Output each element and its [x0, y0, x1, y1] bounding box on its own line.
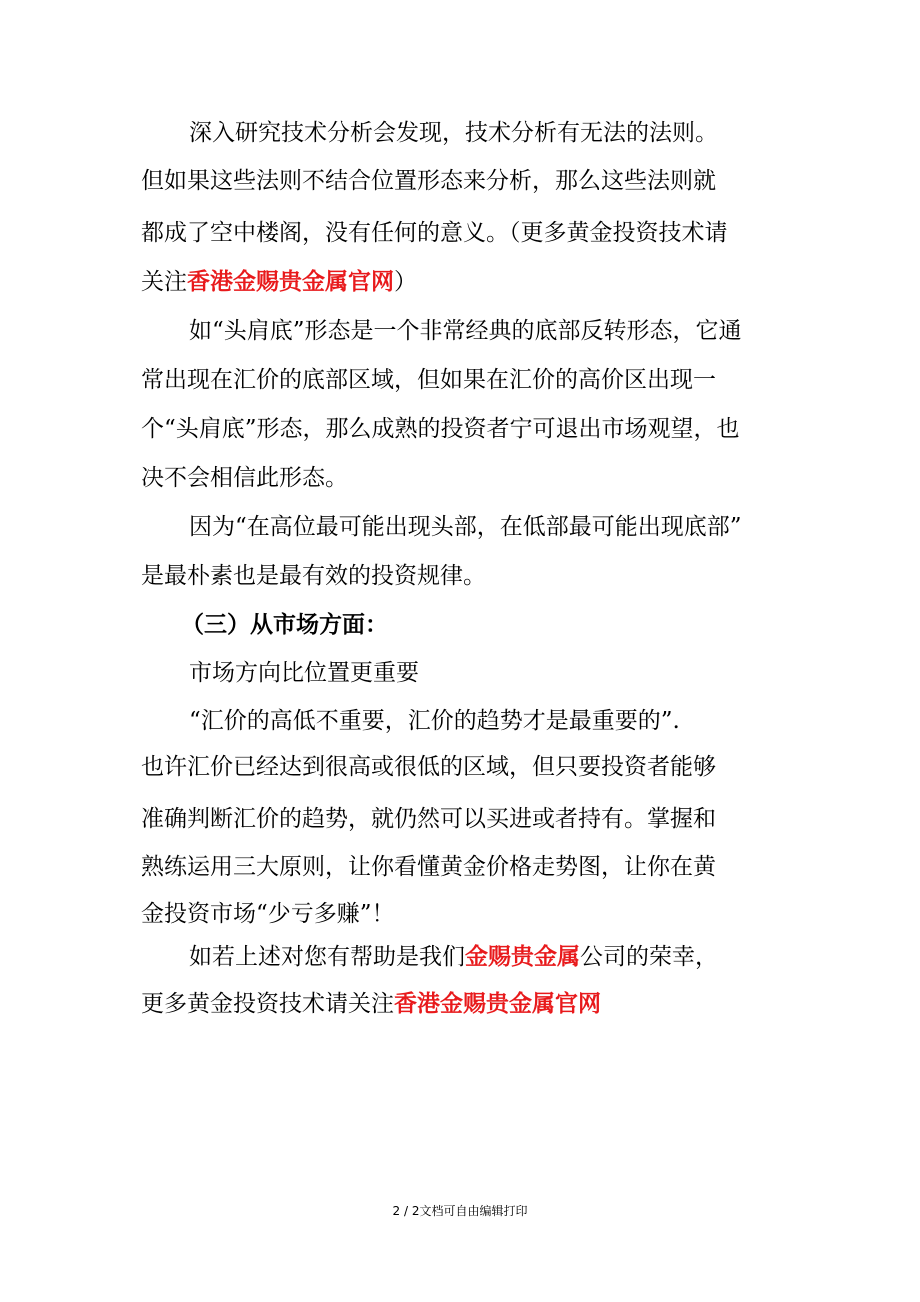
paragraph-6-line-2-prefix: 更多黄金投资技术请关注	[141, 991, 394, 1017]
jinci-precious-metals-link[interactable]: 金赐贵金属	[465, 944, 580, 970]
paragraph-2-line-4: 决不会相信此形态。	[141, 465, 348, 491]
hk-gold-website-link[interactable]: 香港金赐贵金属官网	[187, 269, 394, 295]
paragraph-6-line-1-prefix: 如若上述对您有帮助是我们	[189, 944, 465, 970]
paragraph-5-line-3: 准确判断汇价的趋势，就仍然可以买进或者持有。掌握和	[141, 806, 716, 832]
paragraph-3-line-2: 是最朴素也是最有效的投资规律。	[141, 563, 486, 589]
hk-gold-website-link-2[interactable]: 香港金赐贵金属官网	[394, 991, 601, 1017]
paragraph-6-line-1-suffix: 公司的荣幸，	[580, 944, 718, 970]
paragraph-5-line-1: “汇价的高低不重要，汇价的趋势才是最重要的”.	[189, 708, 680, 734]
paragraph-2-line-1: 如“头肩底”形态是一个非常经典的底部反转形态，它通	[189, 318, 742, 344]
paragraph-1-line-4-prefix: 关注	[141, 269, 187, 295]
page-footer: 2 / 2文档可自由编辑打印	[392, 1204, 528, 1218]
paragraph-3-line-1: 因为“在高位最可能出现头部，在低部最可能出现底部”	[189, 514, 742, 540]
paragraph-6-line-1	[189, 933, 718, 981]
paragraph-4-line-1: 市场方向比位置更重要	[189, 660, 419, 686]
paragraph-5-line-2: 也许汇价已经达到很高或很低的区域，但只要投资者能够	[141, 754, 716, 780]
paragraph-5-line-4: 熟练运用三大原则，让你看懂黄金价格走势图，让你在黄	[141, 854, 716, 880]
paragraph-6-line-2	[141, 980, 601, 1028]
paragraph-5-line-5: 金投资市场“少亏多赚”！	[141, 901, 395, 927]
paragraph-1-line-4	[141, 258, 417, 306]
paragraph-1-line-2: 但如果这些法则不结合位置形态来分析，那么这些法则就	[141, 168, 716, 194]
paragraph-2-line-3: 个“头肩底”形态，那么成熟的投资者宁可退出市场观望，也	[141, 416, 740, 442]
paragraph-1-line-4-suffix: ）	[394, 269, 417, 295]
paragraph-1-line-3: 都成了空中楼阁，没有任何的意义。（更多黄金投资技术请	[141, 220, 728, 246]
paragraph-2-line-2: 常出现在汇价的底部区域，但如果在汇价的高价区出现一	[141, 367, 716, 393]
paragraph-1-line-1: 深入研究技术分析会发现，技术分析有无法的法则。	[189, 120, 718, 146]
section-heading: （三）从市场方面：	[181, 612, 388, 638]
